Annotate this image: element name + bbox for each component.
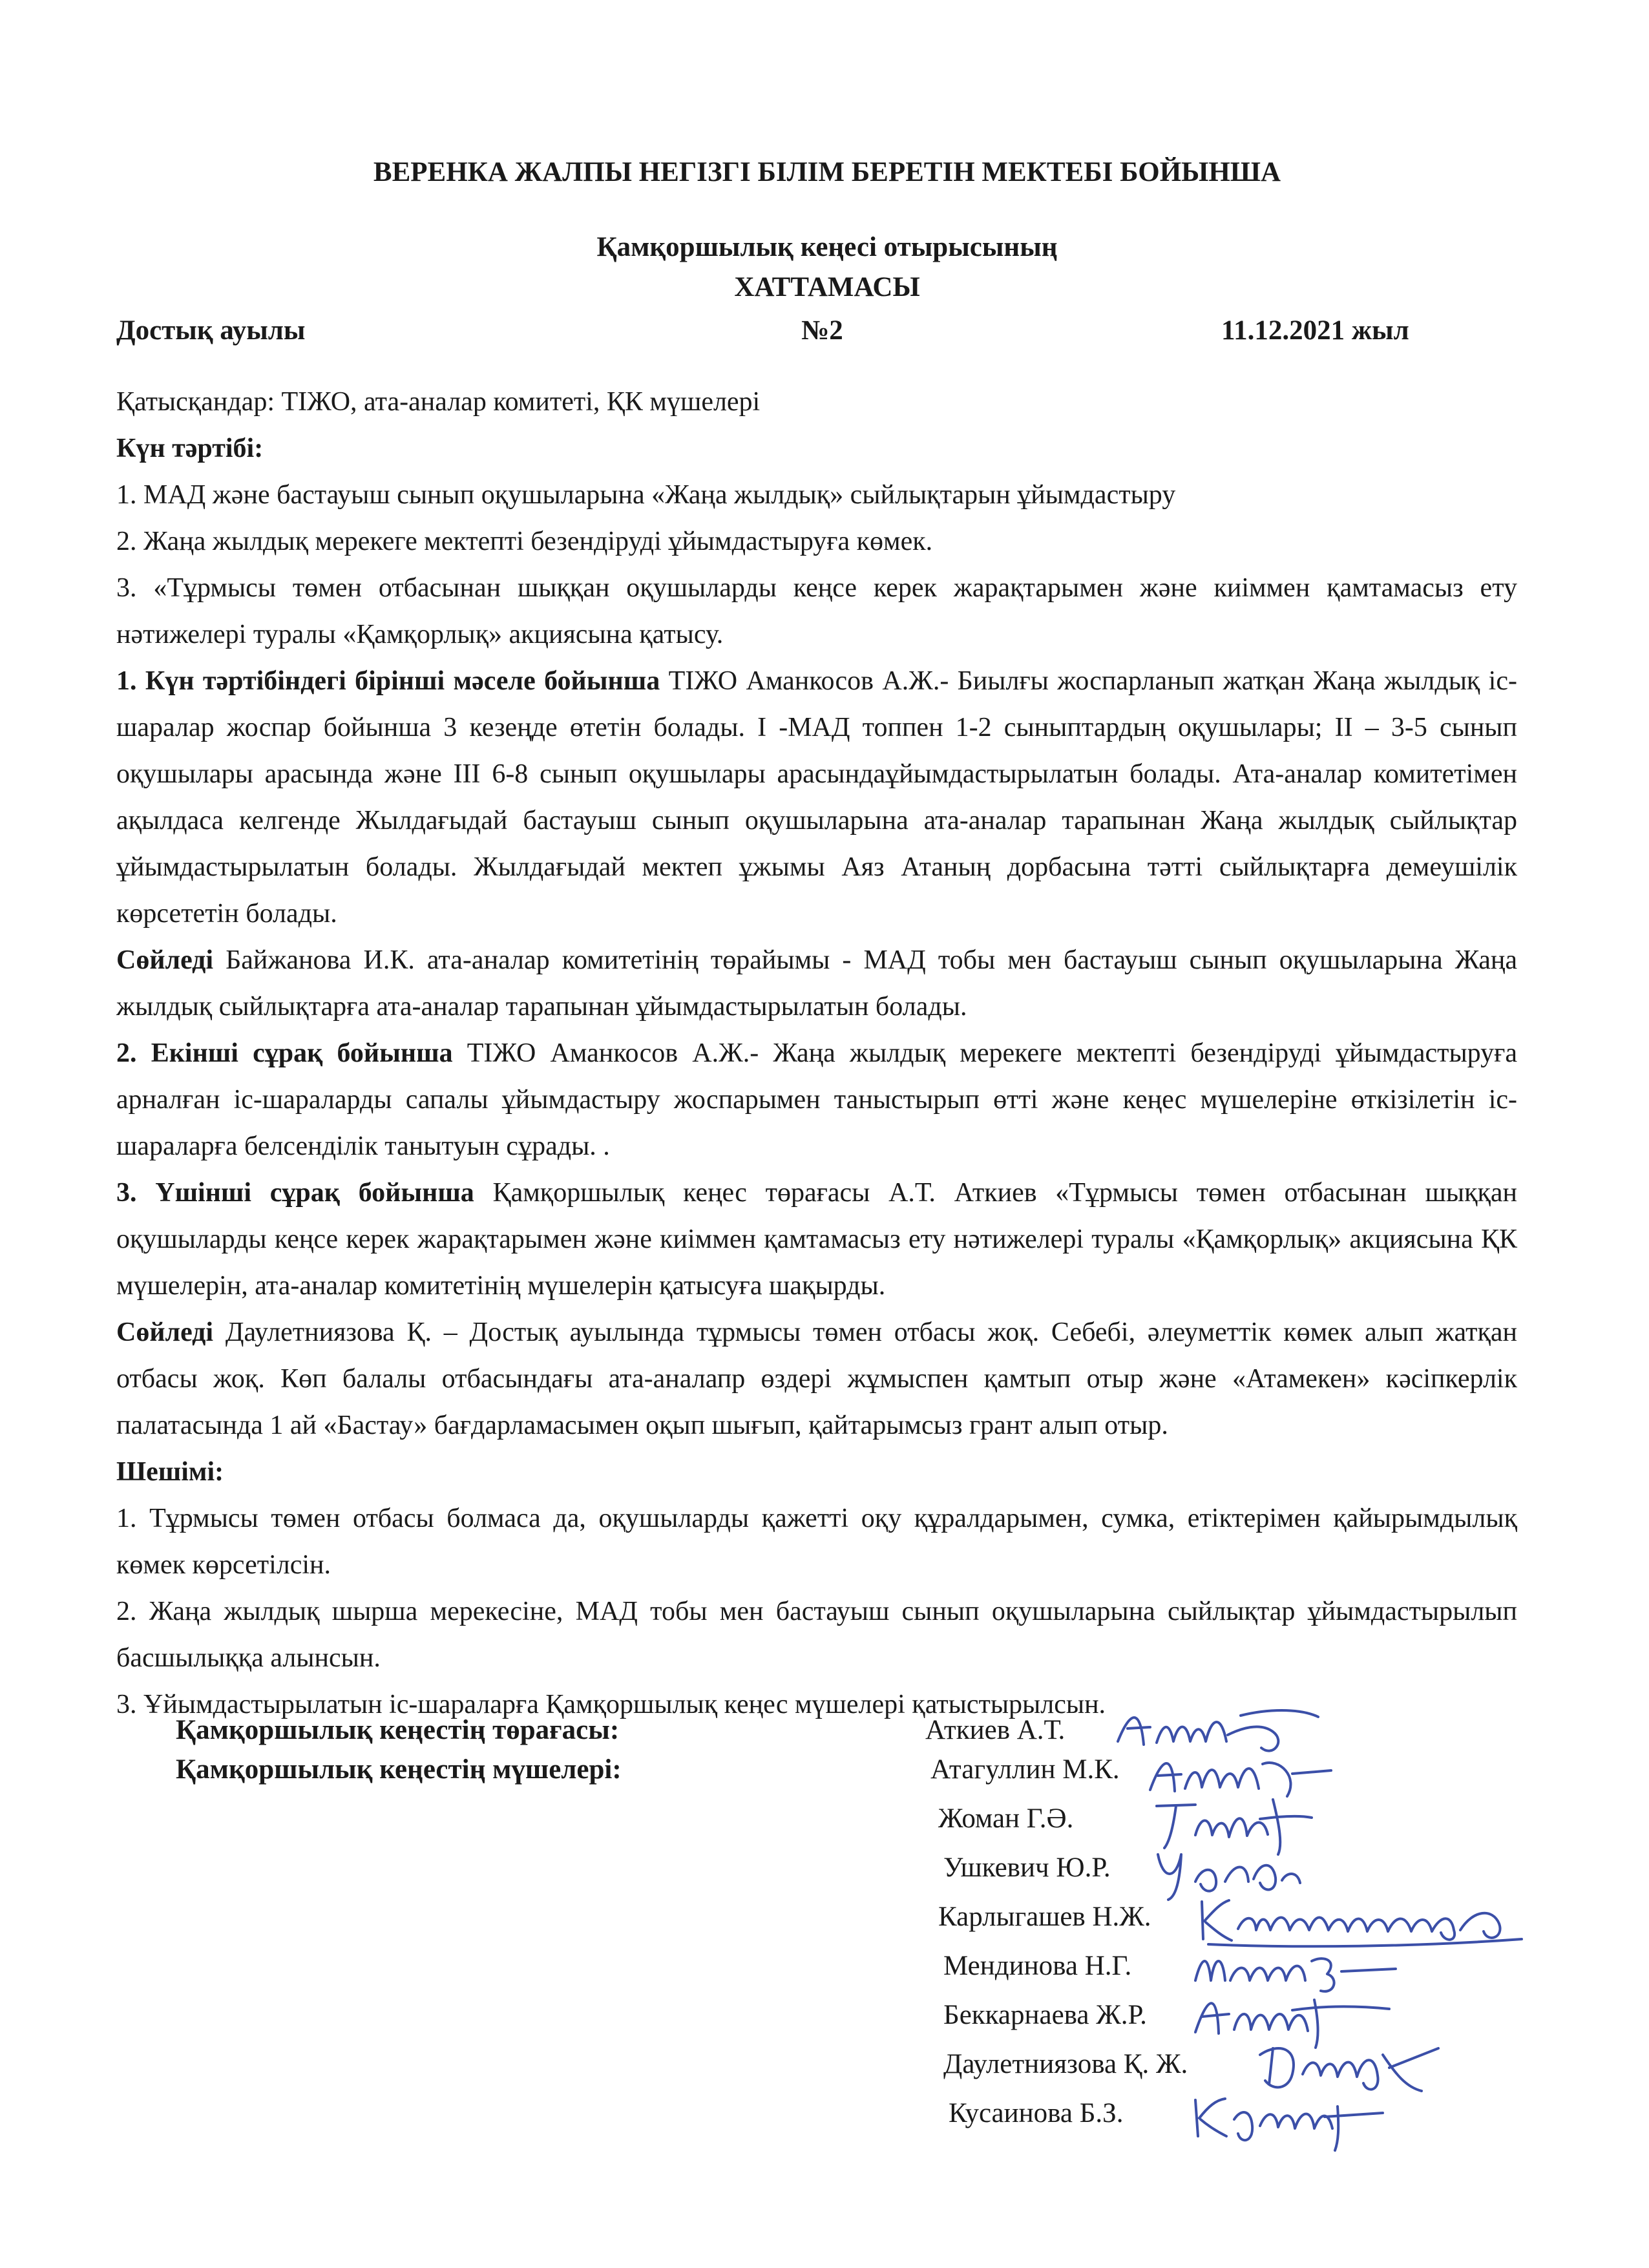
discussion-question-2: 2. Екінші сұрақ бойынша ТІЖО Аманкосов А.Ж.- Жаңа жылдық мерекеге мектепті безендіруді ұйымдастыруға арналған іс-шараларды сапалы ұйымдастыру жоспарымен таныстырып өтті және кеңес мүшелеріне өткізілетін іс-шараларға белсенділік танытуын сұрады. . [116, 1038, 1517, 1161]
discussion-lead: 3. Үшінші сұрақ бойынша [116, 1178, 474, 1208]
chair-name: Аткиев А.Т. [925, 1715, 1066, 1745]
chair-label: Қамқоршылық кеңестің төрағасы: [176, 1715, 620, 1745]
meeting-place: Достық ауылы [116, 315, 306, 346]
member-name: Жоман Г.Ә. [938, 1803, 1074, 1834]
members-label: Қамқоршылық кеңестің мүшелері: [176, 1754, 622, 1785]
discussion-speaker-2: Сөйледі Даулетниязова Қ. – Достық ауылында тұрмысы төмен отбасы жоқ. Себебі, әлеуметтік көмек алып жатқан отбасы жоқ. Көп балалы отбасындағы ата-аналапр өздері жұмыспен қамтып отыр және «Атамекен» кәсіпкерлік палатасында 1 ай «Бастау» бағдарламасымен оқып шығып, қайтарымсыз грант алып отыр. [116, 1318, 1517, 1440]
discussion-question-1: 1. Күн тәртібіндегі бірінші мәселе бойынша ТІЖО Аманкосов А.Ж.- Биылғы жоспарланып жатқан Жаңа жылдық іс-шаралар жоспар бойынша 3 кезеңде өтетін болады. І -МАД топпен 1-2 сыныптардың оқушылары; ІІ – 3-5 сынып оқушылары арасында және ІІІ 6-8 сынып оқушылары арасындаұйымдастырылатын болады. Ата-аналар комитетімен ақылдаса келгенде Жылдағыдай бастауыш сынып оқушыларына ата-аналар тарапынан Жаңа жылдық сыйлықтар ұйымдастырылатын болады. Жылдағыдай мектеп ұжымы Аяз Атаның дорбасына тәтті сыйлықтарға демеушілік көрсететін болады. [116, 666, 1517, 929]
member-name: Даулетниязова Қ. Ж. [943, 2049, 1188, 2079]
decision-title: Шешімі: [116, 1457, 224, 1487]
discussion-question-3: 3. Үшінші сұрақ бойынша Қамқоршылық кеңес төрағасы А.Т. Аткиев «Тұрмысы төмен отбасынан шыққан оқушыларды кеңсе керек жарақтарымен және киіммен қамтамасыз ету нәтижелері туралы «Қамқорлық» акциясына ҚК мүшелерін, ата-аналар комитетінің мүшелерін қатысуға шақырды. [116, 1178, 1518, 1301]
protocol-number: №2 [801, 315, 843, 346]
decision-item: 1. Тұрмысы төмен отбасы болмаса да, оқушыларды қажетті оқу құралдарымен, сумка, етіктерімен қайырымдылық көмек көрсетілсін. [116, 1504, 1517, 1580]
discussion-lead: 2. Екінші сұрақ бойынша [116, 1038, 453, 1068]
agenda-item: 1. МАД және бастауыш сынып оқушыларына «Жаңа жылдық» сыйлықтарын ұйымдастыру [116, 480, 1176, 510]
school-heading: ВЕРЕНКА ЖАЛПЫ НЕГІЗГІ БІЛІМ БЕРЕТІН МЕКТЕБІ БОЙЫНША [373, 157, 1281, 187]
decision-item: 3. Ұйымдастырылатын іс-шараларға Қамқоршылық кеңес мүшелері қатыстырылсын. [116, 1690, 1106, 1719]
discussion-lead: Сөйледі [116, 945, 214, 975]
discussion-speaker-1: Сөйледі Байжанова И.К. ата-аналар комитетінің төрайымы - МАД тобы мен бастауыш сынып оқушыларына Жаңа жылдық сыйлықтарға ата-аналар тарапынан ұйымдастырылатын болады. [116, 945, 1517, 1022]
meeting-date: 11.12.2021 жыл [1221, 315, 1409, 346]
member-name: Атагуллин М.К. [930, 1754, 1120, 1785]
member-name: Карлыгашев Н.Ж. [938, 1902, 1151, 1932]
meeting-heading: Қамқоршылық кеңесі отырысының [596, 232, 1058, 262]
agenda-title: Күн тәртібі: [116, 434, 264, 463]
document-type-heading: ХАТТАМАСЫ [734, 272, 920, 302]
protocol-body [116, 379, 1517, 1728]
member-name: Беккарнаева Ж.Р. [943, 2000, 1147, 2030]
agenda-item: 3. «Тұрмысы төмен отбасынан шыққан оқушыларды кеңсе керек жарақтарымен және киіммен қамтамасыз ету нәтижелері туралы «Қамқорлық» акциясына қатысу. [116, 573, 1517, 649]
discussion-lead: Сөйледі [116, 1318, 214, 1347]
member-name: Ушкевич Ю.Р. [943, 1853, 1111, 1883]
discussion-lead: 1. Күн тәртібіндегі бірінші мәселе бойынша [116, 666, 660, 696]
member-name: Мендинова Н.Г. [943, 1951, 1132, 1981]
agenda-item: 2. Жаңа жылдық мерекеге мектепті безендіруді ұйымдастыруға көмек. [116, 527, 933, 556]
decision-item: 2. Жаңа жылдық шырша мерекесіне, МАД тобы мен бастауыш сынып оқушыларына сыйлықтар ұйымдастырылып басшылыққа алынсын. [116, 1597, 1517, 1673]
attendees-line: Қатысқандар: ТІЖО, ата-аналар комитеті, ҚК мүшелері [116, 387, 761, 417]
member-signature [1189, 2081, 1396, 2152]
member-name: Кусаинова Б.З. [949, 2098, 1124, 2128]
